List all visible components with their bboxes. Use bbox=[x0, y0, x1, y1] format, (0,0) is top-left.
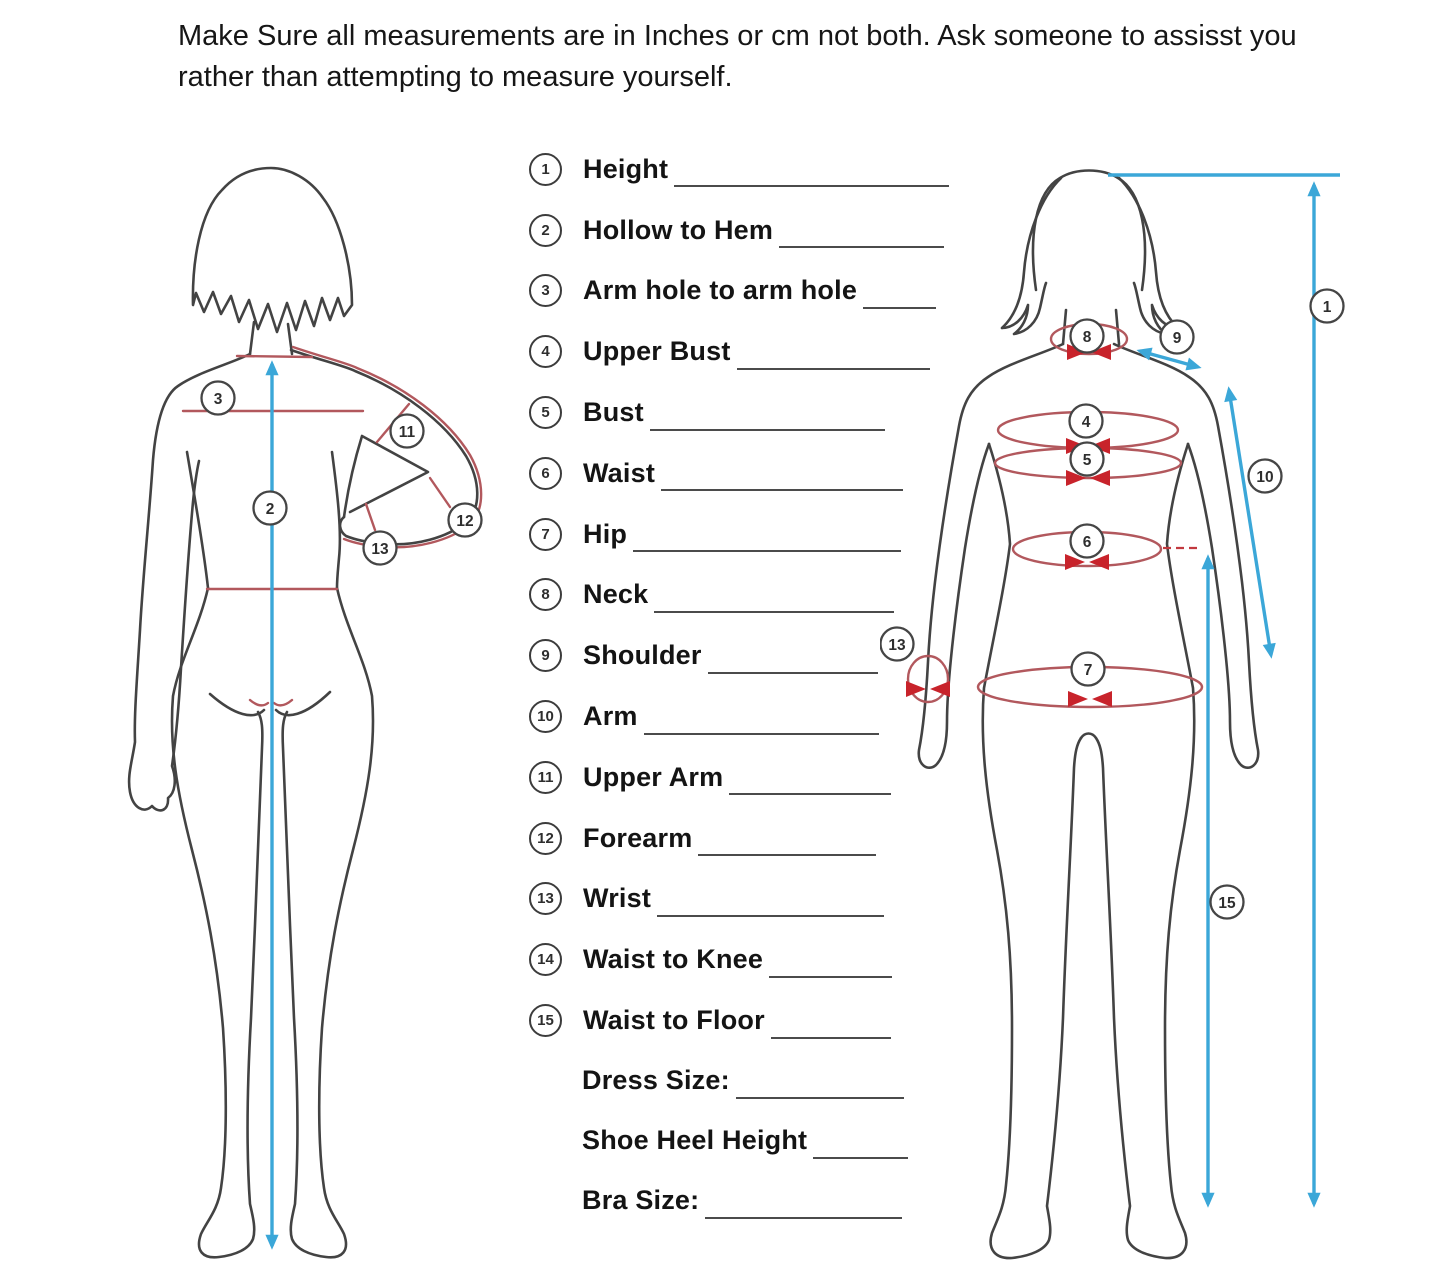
fill-in-line bbox=[654, 591, 894, 613]
circled-number: 2 bbox=[529, 214, 562, 247]
back-hip-crease bbox=[210, 692, 330, 715]
svg-text:8: 8 bbox=[1082, 329, 1092, 346]
fill-in-line bbox=[771, 1017, 891, 1039]
wrist-tick bbox=[366, 504, 375, 530]
fill-in-line bbox=[661, 469, 903, 491]
measurement-label: Hollow to Hem bbox=[583, 214, 774, 245]
fill-in-line bbox=[729, 773, 891, 795]
back-hair bbox=[193, 168, 352, 332]
measurement-label: Hip bbox=[583, 518, 628, 549]
annotation-2 bbox=[254, 492, 287, 525]
back-forearm-fold bbox=[344, 436, 428, 517]
annotation-3 bbox=[202, 382, 235, 415]
annotation-7 bbox=[1072, 653, 1105, 686]
svg-text:9: 9 bbox=[1172, 330, 1182, 347]
forearm-tick bbox=[430, 478, 450, 507]
back-torso-right-outline bbox=[332, 452, 340, 588]
measurement-label: Upper Arm bbox=[583, 761, 724, 792]
annotation-11 bbox=[391, 415, 424, 448]
instructions-text: Make Sure all measurements are in Inches or cm not both. Ask someone to assisst you rather than attempting to measure yourself. bbox=[178, 20, 1297, 93]
neck-base-guide-line bbox=[237, 356, 312, 357]
annotation-5 bbox=[1071, 443, 1104, 476]
measurement-label: Neck bbox=[583, 579, 649, 610]
circled-number: 11 bbox=[529, 761, 562, 794]
circled-number: 13 bbox=[529, 882, 562, 915]
measurement-label: Shoe Heel Height bbox=[582, 1125, 808, 1156]
measurement-label: Bra Size: bbox=[582, 1185, 700, 1216]
fill-in-line bbox=[705, 1197, 902, 1219]
measurement-label: Bust bbox=[583, 397, 644, 428]
fill-in-line bbox=[769, 956, 892, 978]
circled-number: 3 bbox=[529, 274, 562, 307]
annotation-15 bbox=[1211, 886, 1244, 919]
measurement-label: Waist to Knee bbox=[583, 944, 764, 975]
measurement-label: Waist to Floor bbox=[583, 1005, 765, 1036]
circled-number: 6 bbox=[529, 457, 562, 490]
annotation-13-front bbox=[881, 628, 914, 661]
svg-text:13: 13 bbox=[371, 541, 389, 558]
circled-number: 10 bbox=[529, 700, 562, 733]
circled-number: 8 bbox=[529, 578, 562, 611]
circled-number: 9 bbox=[529, 639, 562, 672]
measurement-label: Arm bbox=[583, 701, 638, 732]
front-view-figure bbox=[880, 160, 1360, 1285]
fill-in-line bbox=[698, 834, 876, 856]
svg-text:5: 5 bbox=[1082, 452, 1092, 469]
circled-number: 15 bbox=[529, 1004, 562, 1037]
back-right-leg-outline bbox=[283, 588, 373, 1257]
circled-number: 5 bbox=[529, 396, 562, 429]
svg-text:10: 10 bbox=[1256, 469, 1274, 486]
svg-text:2: 2 bbox=[265, 501, 275, 518]
svg-text:4: 4 bbox=[1081, 414, 1091, 431]
annotation-12 bbox=[449, 504, 482, 537]
annotation-9 bbox=[1161, 321, 1194, 354]
fill-in-line bbox=[644, 713, 879, 735]
measurement-label: Wrist bbox=[583, 883, 652, 914]
fill-in-line bbox=[633, 530, 901, 552]
front-hair-left bbox=[1002, 178, 1061, 334]
measurement-label: Arm hole to arm hole bbox=[583, 275, 858, 306]
annotation-13 bbox=[364, 532, 397, 565]
svg-text:6: 6 bbox=[1082, 534, 1092, 551]
svg-text:13: 13 bbox=[888, 637, 906, 654]
hip-arrow-marks bbox=[1068, 691, 1112, 707]
measurement-label: Forearm bbox=[583, 822, 693, 853]
circled-number: 4 bbox=[529, 335, 562, 368]
annotation-1 bbox=[1311, 290, 1344, 323]
back-left-arm-outline bbox=[129, 354, 250, 810]
fill-in-line bbox=[657, 895, 884, 917]
svg-text:12: 12 bbox=[456, 513, 474, 530]
svg-text:3: 3 bbox=[213, 391, 223, 408]
fill-in-line bbox=[736, 1077, 904, 1099]
measurement-label: Waist bbox=[583, 457, 656, 488]
circled-number: 7 bbox=[529, 518, 562, 551]
annotation-10 bbox=[1249, 460, 1282, 493]
measurement-label: Upper Bust bbox=[583, 336, 731, 367]
svg-text:11: 11 bbox=[398, 424, 416, 441]
svg-text:1: 1 bbox=[1322, 299, 1332, 316]
front-hair-right bbox=[1119, 178, 1178, 334]
fill-in-line bbox=[708, 652, 878, 674]
measurement-label: Dress Size: bbox=[582, 1065, 730, 1096]
svg-text:15: 15 bbox=[1218, 895, 1236, 912]
svg-text:7: 7 bbox=[1083, 662, 1093, 679]
fill-in-line bbox=[650, 409, 885, 431]
circled-number: 14 bbox=[529, 943, 562, 976]
measurement-label: Height bbox=[583, 153, 669, 184]
annotation-4 bbox=[1070, 405, 1103, 438]
annotation-6 bbox=[1071, 525, 1104, 558]
measurement-label: Shoulder bbox=[583, 640, 702, 671]
annotation-8 bbox=[1071, 320, 1104, 353]
back-left-leg-outline bbox=[172, 588, 262, 1257]
back-view-figure bbox=[100, 160, 520, 1285]
circled-number: 12 bbox=[529, 822, 562, 855]
circled-number: 1 bbox=[529, 153, 562, 186]
